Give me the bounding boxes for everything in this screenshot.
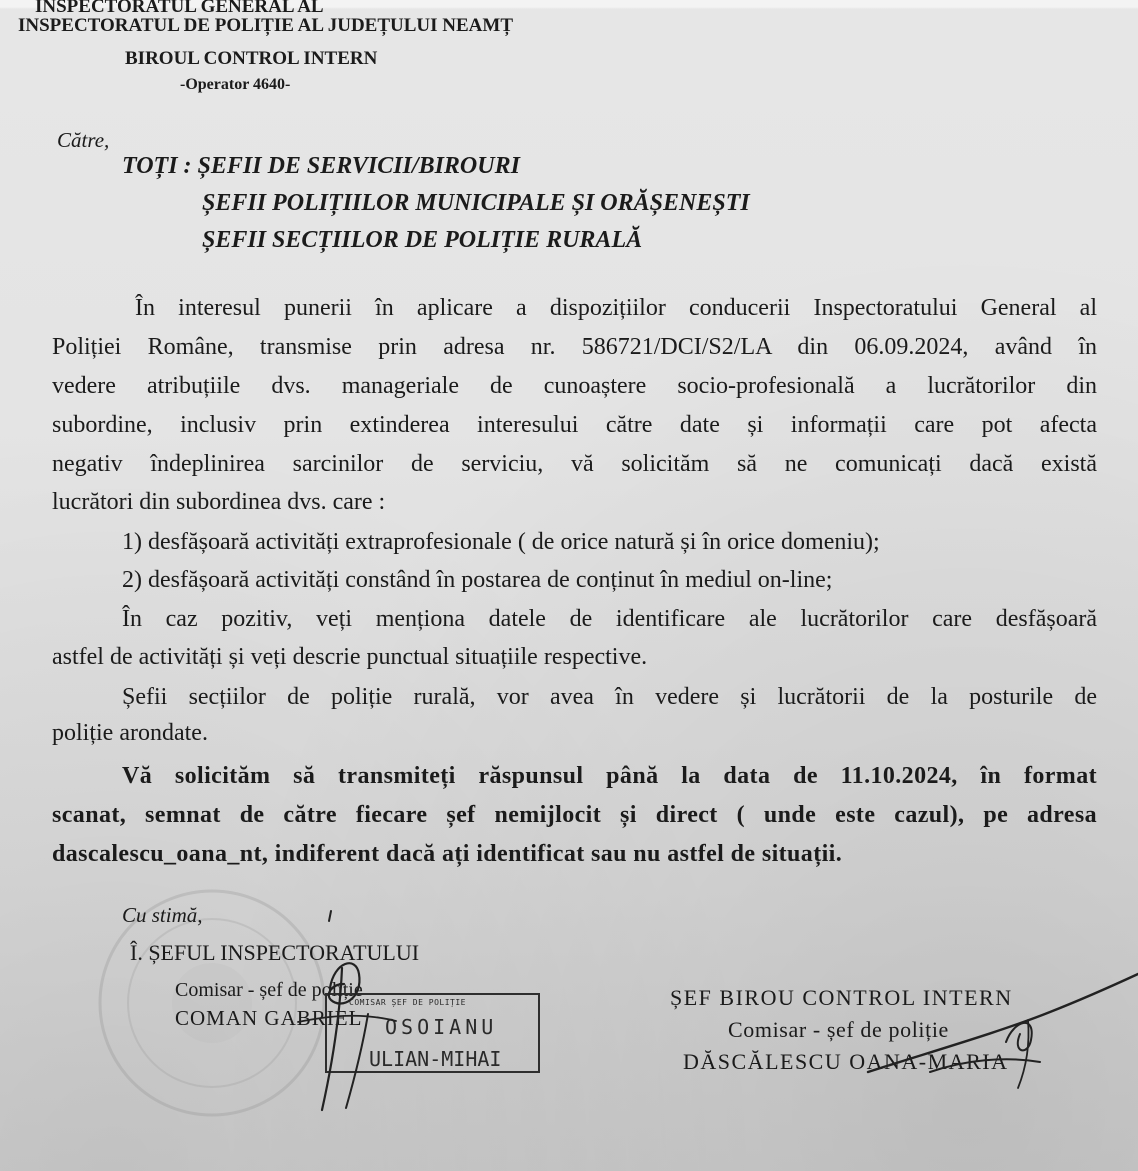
right-signature-stroke — [1018, 1020, 1029, 1088]
stamp-given-names: ULIAN-MIHAI — [369, 1047, 502, 1071]
left-signatory-name: COMAN GABRIEL — [175, 1006, 363, 1030]
body-line: Șefii secțiilor de poliție rurală, vor avea în vedere și lucrătorii de la posturile de — [122, 684, 1097, 710]
name-stamp — [325, 993, 540, 1073]
right-signatory-rank: Comisar - șef de poliție — [728, 1017, 949, 1042]
left-signatory-title: Î. ȘEFUL INSPECTORATULUI — [130, 940, 420, 965]
salutation: Către, — [57, 128, 110, 152]
body-line: astfel de activități și veți descrie punctual situațiile respective. — [52, 644, 648, 670]
recipient-line: TOȚI : ȘEFII DE SERVICII/BIROURI — [122, 153, 520, 179]
body-line: negativ îndeplinirea sarcinilor de serviciu, vă solicităm să ne comunicați dacă există — [52, 451, 1097, 477]
body-line: subordine, inclusiv prin extinderea interesului către date și informații care pot afecta — [52, 412, 1097, 438]
small-ink-mark — [329, 911, 331, 921]
body-line: poliție arondate. — [52, 720, 208, 746]
body-list-item: 1) desfășoară activități extraprofesionale ( de orice natură și în orice domeniu); — [122, 529, 880, 555]
header-institution: INSPECTORATUL DE POLIȚIE AL JUDEȚULUI NEAMȚ — [18, 15, 513, 36]
body-line: În interesul punerii în aplicare a dispozițiilor conducerii Inspectoratului General al — [135, 295, 1097, 321]
closing: Cu stimă, — [122, 903, 203, 927]
right-signatory-name: DĂSCĂLESCU OANA-MARIA — [683, 1049, 1009, 1074]
header-operator: -Operator 4640- — [180, 76, 291, 93]
body-bold-line: Vă solicităm să transmiteți răspunsul până la data de 11.10.2024, în format — [122, 763, 1097, 789]
stamp-rank: COMISAR ȘEF DE POLIȚIE — [349, 998, 466, 1007]
body-bold-line: scanat, semnat de către fiecare șef nemijlocit și direct ( unde este cazul), pe adresa — [52, 802, 1097, 828]
right-signature-loop — [1006, 1023, 1032, 1050]
body-line: În caz pozitiv, veți menționa datele de identificare ale lucrătorilor care desfășoară — [122, 606, 1097, 632]
body-line: lucrători din subordinea dvs. care : — [52, 489, 386, 515]
body-line: Poliției Române, transmise prin adresa nr. 586721/DCI/S2/LA din 06.09.2024, având în — [52, 334, 1097, 360]
left-signatory-rank: Comisar - șef de poliție — [175, 979, 363, 1001]
recipient-line: ȘEFII SECȚIILOR DE POLIȚIE RURALĂ — [202, 227, 643, 253]
header-parent-institution: INSPECTORATUL GENERAL AL — [35, 0, 324, 17]
body-list-item: 2) desfășoară activități constând în postarea de conținut în mediul on-line; — [122, 567, 833, 593]
right-signatory-title: ȘEF BIROU CONTROL INTERN — [670, 985, 1013, 1010]
stamp-surname: OSOIANU — [385, 1015, 498, 1039]
recipient-line: ȘEFII POLIȚIILOR MUNICIPALE ȘI ORĂȘENEȘTI — [202, 190, 750, 216]
header-department: BIROUL CONTROL INTERN — [125, 48, 378, 69]
body-line: vedere atribuțiile dvs. manageriale de cunoaștere socio-profesională a lucrătorilor din — [52, 373, 1097, 399]
body-bold-line: dascalescu_oana_nt, indiferent dacă ați identificat sau nu astfel de situații. — [52, 841, 843, 867]
